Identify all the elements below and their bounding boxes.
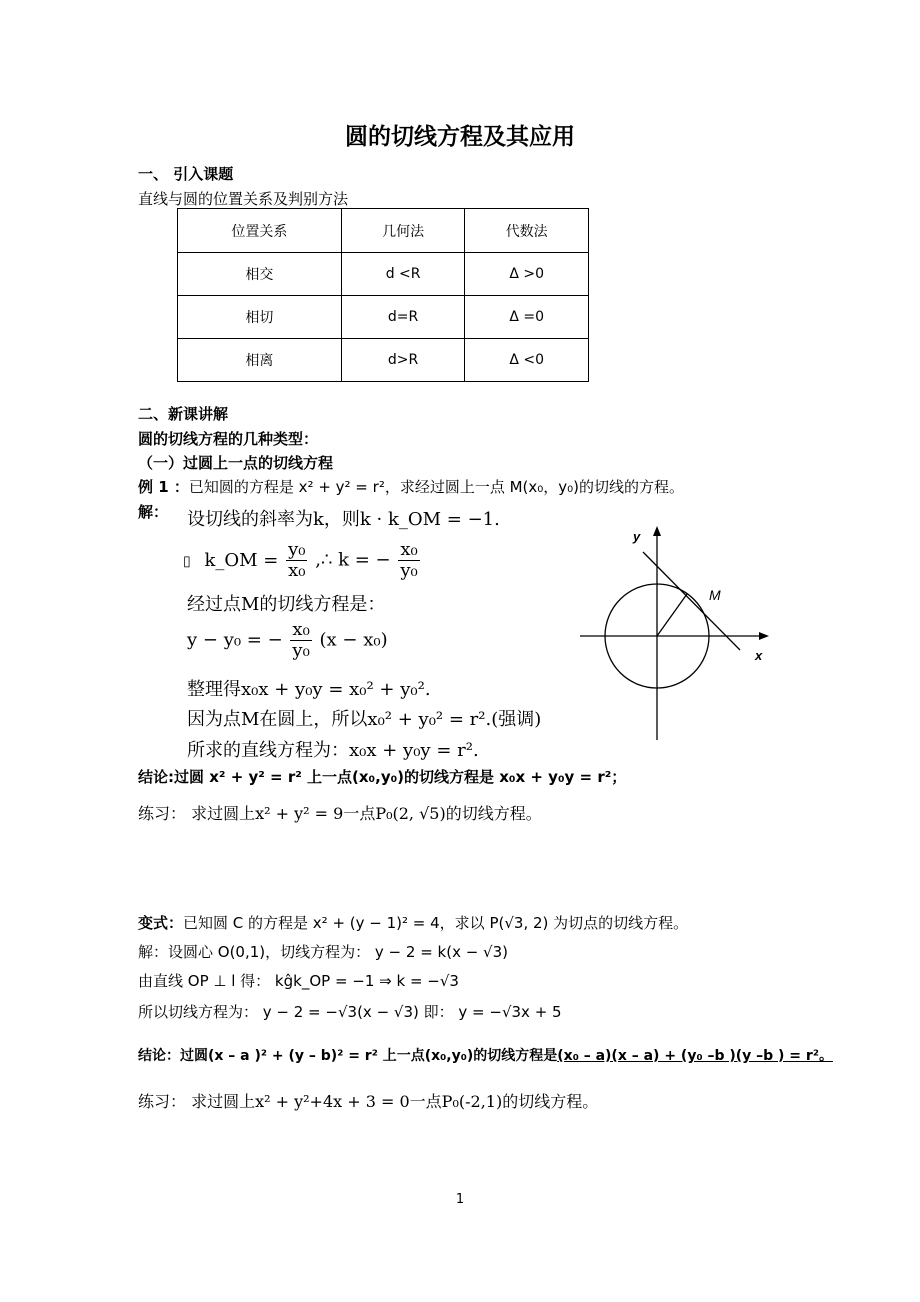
fraction-denominator: y₀ <box>292 640 310 661</box>
page-title: 圆的切线方程及其应用 <box>345 124 575 150</box>
table-cell: Δ <0 <box>465 339 589 382</box>
table-header-cell: 代数法 <box>465 209 589 253</box>
fraction-denominator: y₀ <box>400 560 418 581</box>
variant-solution-3: 所以切线方程为： y − 2 = −√3(x − √3) 即： y = −√3x + 5 <box>138 1003 562 1021</box>
table-cell: Δ >0 <box>465 253 589 296</box>
solution-line-1: 设切线的斜率为k，则k · k_OM = −1. <box>187 509 500 530</box>
practice-1: 练习： 求过圆上x² + y² = 9一点P₀(2, √5)的切线方程。 <box>138 804 542 823</box>
table-cell: d=R <box>341 296 465 339</box>
conclusion-2 <box>138 1045 833 1065</box>
variant-label: 变式： <box>138 914 184 932</box>
variant-solution-1: 解：设圆心 O(0,1)，切线方程为： y − 2 = k(x − √3) <box>138 943 509 961</box>
tangent-lhs: y − y₀ = − <box>187 629 283 651</box>
relation-table <box>177 208 589 382</box>
fraction-numerator: x₀ <box>400 539 418 560</box>
table-header-cell: 位置关系 <box>178 209 342 253</box>
tangent-fraction <box>290 620 311 661</box>
y-axis-label: y <box>633 529 641 544</box>
fraction-denominator: x₀ <box>288 560 306 581</box>
solution-label: 解： <box>138 503 169 521</box>
k-om-label: k_OM = <box>204 549 279 571</box>
section-subheading: 圆的切线方程的几种类型： <box>138 430 319 448</box>
table-cell: d <R <box>341 253 465 296</box>
x-axis-label: x <box>755 648 763 663</box>
conclusion-2-formula: (x₀ – a)(x – a) + (y₀ –b )(y –b ) = r²。 <box>557 1048 833 1064</box>
table-row <box>178 339 589 382</box>
fraction-numerator: y₀ <box>288 539 306 560</box>
table-cell: 相交 <box>178 253 342 296</box>
solution-line-7: 所求的直线方程为：x₀x + y₀y = r². <box>187 740 479 761</box>
section-heading-new-lesson: 二、新课讲解 <box>138 405 229 423</box>
fraction-numerator: x₀ <box>292 619 310 640</box>
variant-problem <box>138 912 688 933</box>
solution-line-3: 经过点M的切线方程是： <box>187 594 386 615</box>
practice-2: 练习： 求过圆上x² + y²+4x + 3 = 0一点P₀(-2,1)的切线方程。 <box>138 1092 599 1111</box>
section-heading-intro: 一、 引入课题 <box>138 165 234 183</box>
table-header-cell: 几何法 <box>341 209 465 253</box>
table-row <box>178 253 589 296</box>
table-cell: 相切 <box>178 296 342 339</box>
y-axis-arrow <box>653 526 661 536</box>
variant-text: 已知圆 C 的方程是 x² + (y − 1)² = 4，求以 P(√3, 2) 为切点的切线方程。 <box>183 914 689 932</box>
table-cell: Δ =0 <box>465 296 589 339</box>
part-heading: （一）过圆上一点的切线方程 <box>138 454 334 472</box>
table-header-row <box>178 209 589 253</box>
solution-line-4 <box>187 620 388 661</box>
example-text: 已知圆的方程是 x² + y² = r²，求经过圆上一点 M(x₀，y₀)的切线的方程。 <box>188 478 685 496</box>
example-1 <box>138 476 684 497</box>
circle-tangent-diagram <box>575 522 775 742</box>
solution-line-6: 因为点M在圆上，所以x₀² + y₀² = r².(强调) <box>187 709 542 730</box>
table-cell: d>R <box>341 339 465 382</box>
conclusion-1: 结论:过圆 x² + y² = r² 上一点(x₀,y₀)的切线方程是 x₀x + y₀y = r²； <box>138 768 627 786</box>
therefore-text: ,∴ k = − <box>315 549 391 571</box>
slope-fraction <box>286 540 307 581</box>
tangent-rhs: (x − x₀) <box>319 629 388 651</box>
section-subtitle: 直线与圆的位置关系及判别方法 <box>138 190 349 208</box>
table-cell: 相离 <box>178 339 342 382</box>
x-axis-arrow <box>759 632 769 640</box>
table-row <box>178 296 589 339</box>
bullet-glyph: ▯ <box>183 553 191 570</box>
example-label: 例 1 ： <box>138 478 189 496</box>
variant-solution-2: 由直线 OP ⊥ l 得： kĝk_OP = −1 ⇒ k = −√3 <box>138 972 459 990</box>
k-fraction <box>398 540 419 581</box>
radius-om <box>657 594 687 636</box>
solution-line-5: 整理得x₀x + y₀y = x₀² + y₀². <box>187 679 431 700</box>
solution-line-2 <box>183 540 422 581</box>
conclusion-2-prefix: 结论：过圆(x – a )² + (y – b)² = r² 上一点(x₀,y₀)的切线方程是 <box>138 1048 558 1064</box>
point-m-label: M <box>709 587 721 603</box>
page-number: 1 <box>455 1192 465 1207</box>
